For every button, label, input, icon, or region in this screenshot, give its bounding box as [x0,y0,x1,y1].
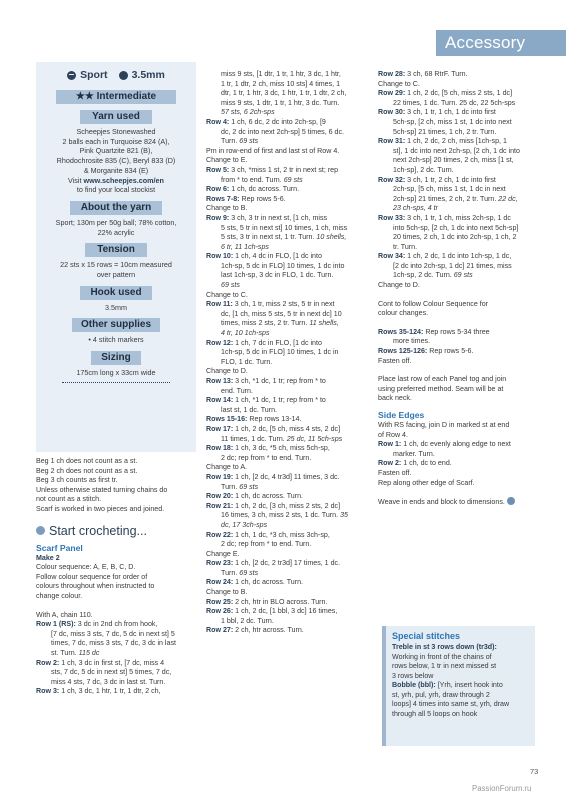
yarn-used-text: Scheepjes Stonewashed 2 balls each in Turquoise 824 (A), Pink Quartzite 821 (B), Rhodochrosite 835 (C), Beryl 833 (D) & Morganite 834 (E) Visit www.scheepjes.com/en to find your local stockist [56,127,176,195]
pattern-info-panel [36,62,196,452]
column-2: miss 9 sts, [1 dtr, 1 tr, 1 htr, 3 dc, 1 htr, 1 tr, 1 dtr, 2 ch, miss 10 sts] 4 times, 1 dtr, 1 tr, 1 htr, 3 dc, 1 htr, 1 tr, 1 dtr, 2 ch, miss 9 sts, 1 dtr, 1 tr, 1 htr, 3 dc. Turn. 57 sts, 6 2ch-sps Row 4: 1 ch, 6 dc, 2 dc into 2ch-sp, [9 dc, 2 dc into next 2ch-sp] 5 times, 6 dc. Turn. 69 sts Pm in row-end of first and last st of Row 4. Change to E. Row 5: 3 ch, *miss 1 st, 2 tr in next st; rep from * to end. Turn. 69 sts Row 6: 1 ch, dc across. Turn. Rows 7-8: Rep rows 5-6. Change to B. Row 9: 3 ch, 3 tr in next st, [1 ch, miss 5 sts, 5 tr in next st] 10 times, 1 ch, miss 5 sts, 3 tr in next st, 1 tr. Turn. 10 shells, 6 tr, 11 1ch-sps Row 10: 1 ch, 4 dc in FLO, [1 dc into 1ch-sp, 5 dc in FLO] 10 times, 1 dc into last 1ch-sp, 3 dc in FLO, 1 dc. Turn. 69 sts Change to C. Row 11: 3 ch, 1 tr, miss 2 sts, 5 tr in next dc, [1 ch, miss 5 sts, 5 tr in next dc] 10 times, miss 2 sts, 2 tr. Turn. 11 shells, 4 tr, 10 1ch-sps Row 12: 1 ch, 7 dc in FLO, [1 dc into 1ch-sp, 5 dc in FLO] 10 times, 1 dc in FLO, 1 dc. Turn. Change to D. Row 13: 3 ch, *1 dc, 1 tr; rep from * to end. Turn. Row 14: 1 ch, *1 dc, 1 tr; rep from * to last st, 1 dc. Turn. Rows 15-16: Rep rows 13-14. Row 17: 1 ch, 2 dc, [5 ch, miss 4 sts, 2 dc] 11 times, 1 dc. Turn. 25 dc, 11 5ch-sps Row 18: 1 ch, 3 dc, *5 ch, miss 5ch-sp, 2 dc; rep from * to end. Turn. Change to A. Row 19: 1 ch, [2 dc, 4 tr3d] 11 times, 3 dc. Turn. 69 sts Row 20: 1 ch, dc across. Turn. Row 21: 1 ch, 2 dc, [3 ch, miss 2 sts, 2 dc] 16 times, 3 ch, miss 2 sts, 1 dc. Turn. 35 dc, 17 3ch-sps Row 22: 1 ch, 1 dc, *3 ch, miss 3ch-sp, 2 dc; rep from * to end. Turn. Change E. Row 23: 1 ch, [2 dc, 2 tr3d] 17 times, 1 dc. Turn. 69 sts Row 24: 1 ch, dc across. Turn. Change to B. Row 25: 2 ch, htr in BLO across. Turn. Row 26: 1 ch, 2 dc, [1 bbl, 3 dc] 16 times, 1 bbl, 2 dc. Turn. Row 27: 2 ch, htr across. Turn. [206,70,348,635]
crochet-hook-icon [119,71,128,80]
hook-used-text: 3.5mm [105,302,127,312]
site-watermark: PassionForum.ru [472,784,532,793]
section-tab: Accessory [436,30,566,56]
other-supplies-text: • 4 stitch markers [88,335,144,345]
sizing-heading: Sizing [91,351,141,365]
special-stitches-box: Special stitches Treble in st 3 rows down (tr3d): Working in front of the chains of rows below, 1 tr in next missed st 3 rows below Bobble (bbl): [Yrh, insert hook into st, yrh, pul, yrh, draw through 2 loops] 4 times into same st, yrh, draw through all 5 loops on hook [382,626,535,746]
tension-text: 22 sts x 15 rows = 10cm measured over pattern [60,260,172,280]
column-3: Row 28: 3 ch, 68 RtrF. Turn. Change to C. Row 29: 1 ch, 2 dc, [5 ch, miss 2 sts, 1 dc] 22 times, 1 dc. Turn. 25 dc, 22 5ch-sps Row 30: 3 ch, 1 tr, 1 ch, 1 dc into first 5ch-sp, [2 ch, miss 1 st, 1 dc into next 5ch-sp] 21 times, 1 ch, 2 tr. Turn. Row 31: 1 ch, 2 dc, 2 ch, miss [1ch-sp, 1 st], 1 dc into next 2ch-sp, [2 ch, 1 dc into next 2ch-sp] 20 times, 2 ch, miss [1 st, 1ch-sp], 2 dc. Turn. Row 32: 3 ch, 1 tr, 2 ch, 1 dc into first 2ch-sp, [5 ch, miss 1 st, 1 dc in next 2ch-sp] 21 times, 2 ch, 2 tr. Turn. 22 dc, 23 ch-sps, 4 tr Row 33: 3 ch, 1 tr, 1 ch, miss 2ch-sp, 1 dc into 5ch-sp, [2 ch, 1 dc into next 5ch-sp] 20 times, 2 ch, 1 dc into 2ch-sp, 1 ch, 2 tr. Turn. Row 34: 1 ch, 2 dc, 1 dc into 1ch-sp, 1 dc, [2 dc into 2ch-sp, 1 dc] 21 times, miss 1ch-sp, 2 dc. Turn. 69 sts Change to D. Cont to follow Colour Sequence for colour changes. Rows 35-124: Rep rows 5-34 three more times. Rows 125-126: Rep rows 5-6. Fasten off. Place last row of each Panel tog and join using preferred method. Seam will be at back neck. Side Edges With RS facing, join D in marked st at end of Row 4. Row 1: 1 ch, dc evenly along edge to next marker. Turn. Row 2: 1 ch, dc to end. Fasten off. Rep along other edge of Scarf. Weave in ends and block to dimensions. [378,70,546,508]
sizing-text: 175cm long x 33cm wide [76,368,156,378]
other-supplies-heading: Other supplies [72,318,160,332]
about-yarn-text: Sport; 130m per 50g ball; 78% cotton, 22% acrylic [55,217,177,237]
tension-heading: Tension [85,243,147,257]
difficulty-stars: ★★ [75,91,94,102]
yarn-weight: Sport [80,68,108,81]
yarn-weight-row [36,69,196,82]
side-edges-heading: Side Edges [378,410,425,420]
about-yarn-heading: About the yarn [70,201,162,215]
scarf-panel-heading: Scarf Panel [36,542,83,553]
dotted-divider [62,382,170,383]
start-crocheting-heading: Start crocheting... [36,522,201,540]
difficulty-badge [56,90,176,104]
yarn-used-heading: Yarn used [80,110,152,124]
column-1: Beg 1 ch does not count as a st. Beg 2 ch does not count as a st. Beg 3 ch counts as first tr. Unless otherwise stated turning chains do not count as a stitch. Scarf is worked in two pieces and joined. Start crocheting... Scarf Panel Make 2 Colour sequence: A, E, B, C, D. Follow colour sequence for order of colours throughout when instructed to change colour. With A, chain 110. Row 1 (RS): 3 dc in 2nd ch from hook, [7 dc, miss 3 sts, 7 dc, 5 dc in next st] 5 times, 7 dc, miss 3 sts, 7 dc, 3 dc in last st. Turn. 115 dc Row 2: 1 ch, 3 dc in first st, [7 dc, miss 4 sts, 7 dc, 5 dc in next st] 5 times, 7 dc, miss 4 sts, 7 dc, 3 dc in last st. Turn. Row 3: 1 ch, 3 dc, 1 htr, 1 tr, 1 dtr, 2 ch, [36,457,201,697]
hook-size: 3.5mm [131,68,165,81]
end-of-pattern-icon [507,497,515,505]
stockist-link[interactable]: www.scheepjes.com/en [83,175,164,185]
yarn-ball-icon [36,526,45,535]
special-stitches-heading: Special stitches [392,631,461,641]
difficulty-level: Intermediate [96,91,157,102]
page-number: 73 [530,767,539,776]
yarn-ball-icon [67,71,76,80]
make-count: Make 2 [36,553,60,562]
hook-used-heading: Hook used [80,286,152,300]
